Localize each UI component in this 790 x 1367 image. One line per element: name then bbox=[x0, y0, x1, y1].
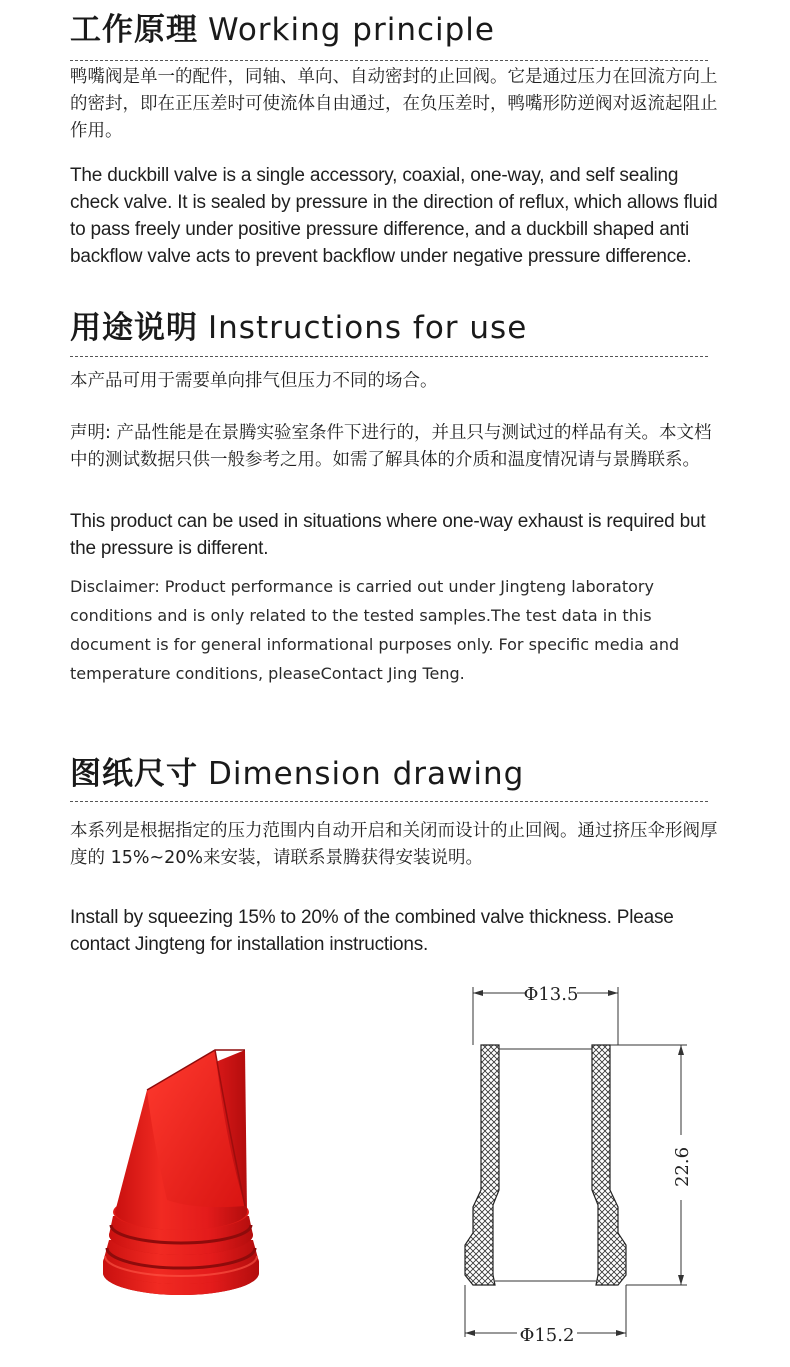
disclaimer-zh-paragraph: 声明: 产品性能是在景腾实验室条件下进行的，并且只与测试过的样品有关。本文档中的测试数据只供一般参考之用。如需了解具体的介质和温度情况请与景腾联系。 bbox=[70, 423, 712, 470]
instructions-text bbox=[70, 368, 720, 688]
heading-zh: 图纸尺寸 bbox=[70, 756, 198, 792]
heading-zh: 工作原理 bbox=[70, 12, 198, 48]
working-zh-paragraph: 鸭嘴阀是单一的配件，同轴、单向、自动密封的止回阀。它是通过压力在回流方向上的密封，即在正压差时可使流体自由通过，在负压差时，鸭嘴形防逆阀对返流起阻止作用。 bbox=[70, 67, 718, 141]
dimension-drawing bbox=[455, 975, 705, 1355]
divider bbox=[70, 60, 708, 61]
divider bbox=[70, 356, 708, 357]
divider bbox=[70, 801, 708, 802]
dimension-heading bbox=[70, 756, 720, 792]
dimension-en-paragraph: Install by squeezing 15% to 20% of the combined valve thickness. Please contact Jingteng for installation instructions. bbox=[70, 907, 674, 955]
bottom-diameter-label: Φ15.2 bbox=[519, 1325, 575, 1346]
dimension-text bbox=[70, 818, 720, 958]
top-diameter-label: Φ13.5 bbox=[523, 984, 579, 1005]
working-principle-section bbox=[70, 12, 720, 48]
disclaimer-en-paragraph: Disclaimer: Product performance is carried out under Jingteng laboratory conditions and is only related to the tested samples.The test data in this document is for general informational purposes only. For specific media and temperature conditions, pleaseContact Jing Teng. bbox=[70, 577, 680, 683]
heading-zh: 用途说明 bbox=[70, 310, 198, 346]
dimension-section bbox=[70, 756, 720, 792]
instructions-heading bbox=[70, 310, 720, 346]
working-text bbox=[70, 64, 720, 270]
instructions-section bbox=[70, 310, 720, 346]
heading-en: Dimension drawing bbox=[208, 756, 525, 792]
working-en-paragraph: The duckbill valve is a single accessory, coaxial, one-way, and self sealing check valve. It is sealed by pressure in the direction of reflux, which allows fluid to pass freely under positive pressure difference, and a duckbill shaped anti backflow valve acts to prevent backflow under negative pressure difference. bbox=[70, 165, 718, 267]
use-zh-paragraph: 本产品可用于需要单向排气但压力不同的场合。 bbox=[70, 371, 438, 391]
duckbill-valve-image bbox=[95, 1030, 280, 1310]
dimension-zh-paragraph: 本系列是根据指定的压力范围内自动开启和关闭而设计的止回阀。通过挤压伞形阀厚度的 15%~20%来安装，请联系景腾获得安装说明。 bbox=[70, 821, 718, 868]
heading-en: Working principle bbox=[208, 12, 495, 48]
heading-en: Instructions for use bbox=[208, 310, 528, 346]
height-label: 22.6 bbox=[672, 1146, 693, 1188]
working-principle-heading bbox=[70, 12, 720, 48]
use-en-paragraph: This product can be used in situations where one-way exhaust is required but the pressure is different. bbox=[70, 511, 706, 559]
